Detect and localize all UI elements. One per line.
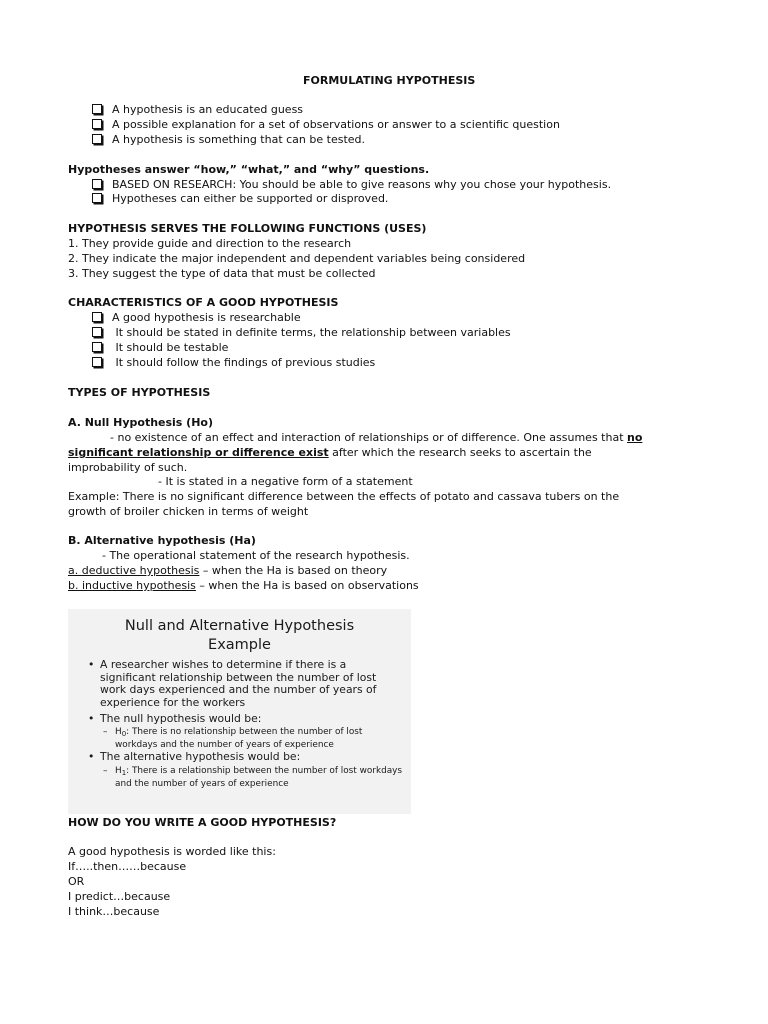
section-heading: HOW DO YOU WRITE A GOOD HYPOTHESIS? (68, 816, 337, 829)
slide-title: Null and Alternative Hypothesis Example (124, 618, 355, 653)
list-item: A possible explanation for a set of observations or answer to a scientific question (92, 118, 560, 132)
paragraph-line: - The operational statement of the research hypothesis. (102, 549, 410, 562)
checkbox-bullet-icon (92, 342, 102, 352)
page-title: FORMULATING HYPOTHESIS (303, 74, 476, 87)
list-item: It should follow the findings of previous studies (92, 356, 375, 370)
paragraph-line: b. inductive hypothesis – when the Ha is based on observations (68, 579, 419, 592)
list-item: 3. They suggest the type of data that must be collected (68, 267, 376, 280)
list-item: A hypothesis is something that can be tested. (92, 133, 365, 147)
checkbox-bullet-icon (92, 179, 102, 189)
list-item: Hypotheses can either be supported or disproved. (92, 192, 388, 206)
paragraph-line: - It is stated in a negative form of a statement (158, 475, 413, 488)
list-item: 1. They provide guide and direction to the research (68, 237, 352, 250)
section-heading: CHARACTERISTICS OF A GOOD HYPOTHESIS (68, 296, 339, 309)
example-line: growth of broiler chicken in terms of weight (68, 505, 309, 518)
checkbox-bullet-icon (92, 357, 102, 367)
checkbox-bullet-icon (92, 193, 102, 203)
subsection-heading: A. Null Hypothesis (Ho) (68, 416, 214, 429)
paragraph-line: A good hypothesis is worded like this: (68, 845, 276, 858)
paragraph-line: I predict…because (68, 890, 171, 903)
list-item: BASED ON RESEARCH: You should be able to give reasons why you chose your hypothesis. (92, 178, 611, 192)
section-heading: TYPES OF HYPOTHESIS (68, 386, 211, 399)
paragraph-line: significant relationship or difference exist after which the research seeks to ascertain the (68, 446, 592, 459)
checkbox-bullet-icon (92, 134, 102, 144)
paragraph-line: I think…because (68, 905, 160, 918)
list-item: It should be stated in definite terms, the relationship between variables (92, 326, 511, 340)
paragraph-line: OR (68, 875, 85, 888)
list-item: It should be testable (92, 341, 228, 355)
list-item: A hypothesis is an educated guess (92, 103, 303, 117)
paragraph-line: a. deductive hypothesis – when the Ha is based on theory (68, 564, 388, 577)
subsection-heading: B. Alternative hypothesis (Ha) (68, 534, 256, 547)
list-item: A good hypothesis is researchable (92, 311, 301, 325)
list-item: 2. They indicate the major independent and dependent variables being considered (68, 252, 526, 265)
checkbox-bullet-icon (92, 312, 102, 322)
checkbox-bullet-icon (92, 119, 102, 129)
paragraph-line: If…..then……because (68, 860, 187, 873)
checkbox-bullet-icon (92, 104, 102, 114)
paragraph-line: - no existence of an effect and interaction of relationships or of difference. One assumes that no (110, 431, 643, 444)
checkbox-bullet-icon (92, 327, 102, 337)
section-heading: HYPOTHESIS SERVES THE FOLLOWING FUNCTIONS (USES) (68, 222, 427, 235)
example-slide-image: Null and Alternative Hypothesis Example • A researcher wishes to determine if there is a significant relationship between the number of lost work days experienced and the number of years of experience for the workers • The null hypothesis would be: – $H_0$: There is no relationship between the number of lost workdays and the number of years of experience • The alternative hypothesis would be: – $H_1$: There is a relationship between the number of lost workdays and the number of years of experience (68, 609, 411, 814)
example-line: Example: There is no significant difference between the effects of potato and cassava tubers on the (68, 490, 620, 503)
section-heading: Hypotheses answer “how,” “what,” and “why” questions. (68, 163, 430, 176)
paragraph-line: improbability of such. (68, 461, 188, 474)
